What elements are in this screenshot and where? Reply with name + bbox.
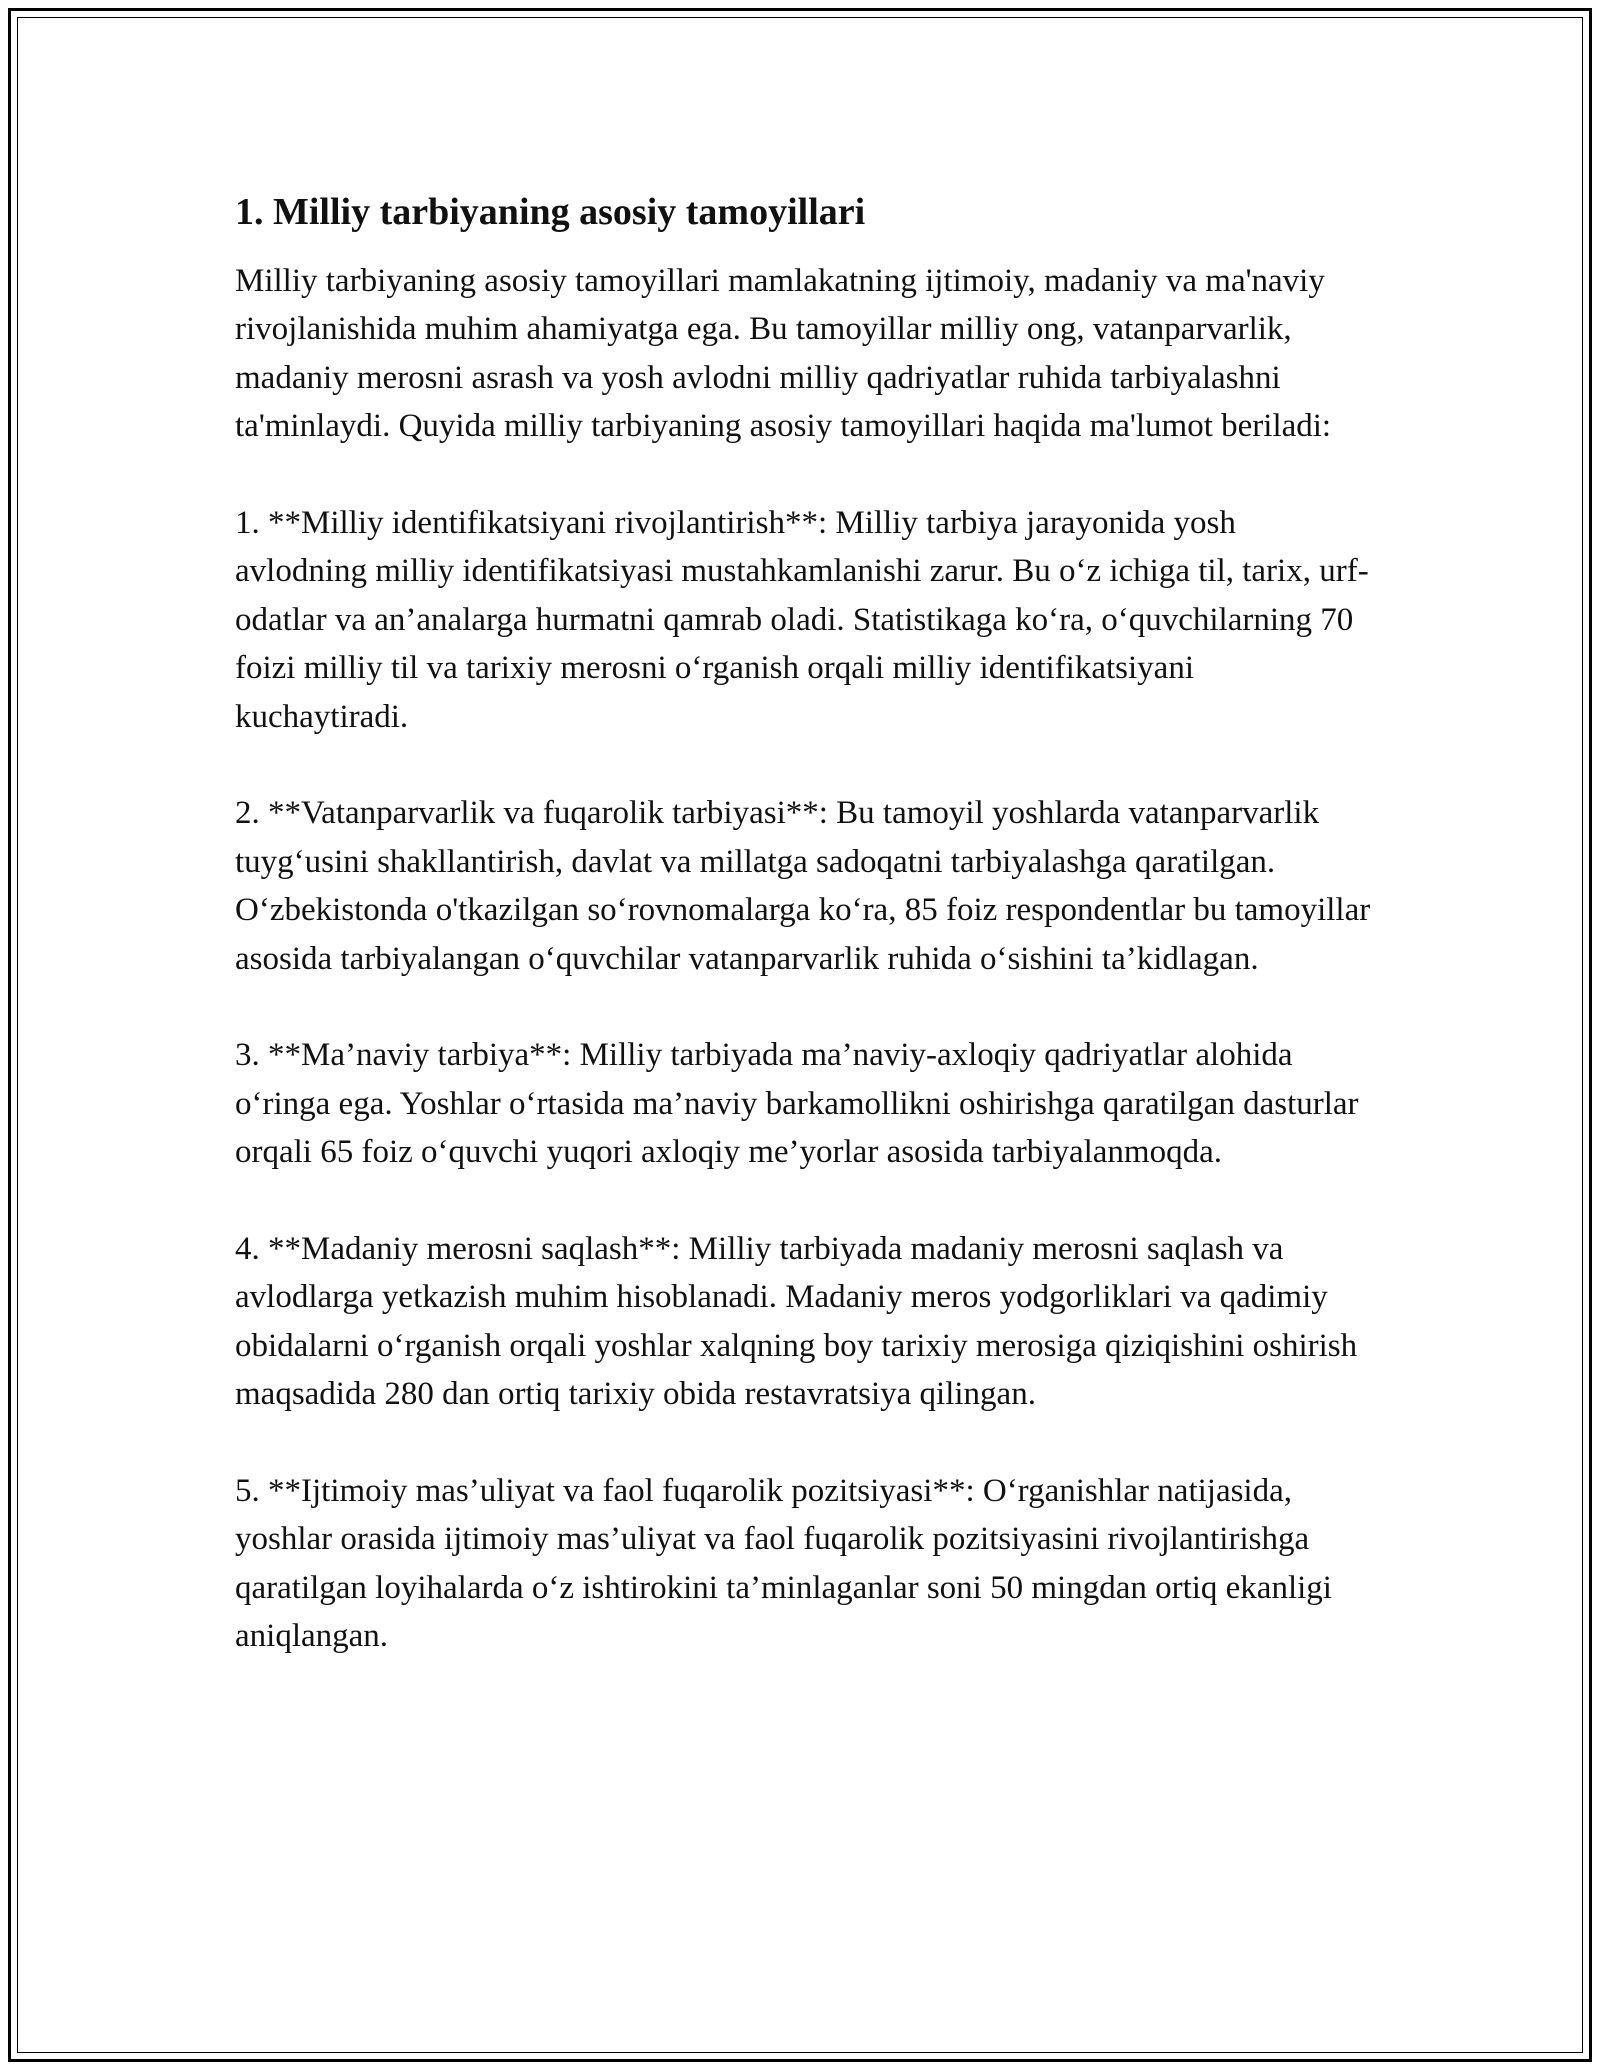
document-title: 1. Milliy tarbiyaning asosiy tamoyillari (235, 191, 866, 233)
paragraph-spacer (235, 983, 1375, 1031)
paragraph-spacer (235, 451, 1375, 499)
document-body (235, 188, 1375, 1661)
principle-5-paragraph: 5. **Ijtimoiy mas’uliyat va faol fuqarolik pozitsiyasi**: O‘rganishlar natijasida, yoshlar orasida ijtimoiy mas’uliyat va faol fuqarolik pozitsiyasini rivojlantirishga qaratilgan loyihalarda o‘z ishtirokini ta’minlaganlar soni 50 mingdan ortiq ekanligi aniqlangan. (235, 1473, 1332, 1655)
paragraph-spacer (235, 741, 1375, 789)
principle-3-paragraph: 3. **Ma’naviy tarbiya**: Milliy tarbiyada ma’naviy-axloqiy qadriyatlar alohida o‘ringa ega. Yoshlar o‘rtasida ma’naviy barkamollikni oshirishga qaratilgan dasturlar orqali 65 foiz o‘quvchi yuqori axloqiy me’yorlar asosida tarbiyalanmoqda. (235, 1037, 1359, 1171)
principle-4-paragraph: 4. **Madaniy merosni saqlash**: Milliy tarbiyada madaniy merosni saqlash va avlodlarga yetkazish muhim hisoblanadi. Madaniy meros yodgorliklari va qadimiy obidalarni o‘rganish orqali yoshlar xalqning boy tarixiy merosiga qiziqishini oshirish maqsadida 280 dan ortiq tarixiy obida restavratsiya qilingan. (235, 1231, 1358, 1413)
paragraph-spacer (235, 1419, 1375, 1467)
principle-2-paragraph: 2. **Vatanparvarlik va fuqarolik tarbiyasi**: Bu tamoyil yoshlarda vatanparvarlik tuyg‘usini shakllantirish, davlat va millatga sadoqatni tarbiyalashga qaratilgan. O‘zbekistonda o'tkazilgan so‘rovnomalarga ko‘ra, 85 foiz respondentlar bu tamoyillar asosida tarbiyalangan o‘quvchilar vatanparvarlik ruhida o‘sishini ta’kidlagan. (235, 795, 1371, 977)
intro-paragraph: Milliy tarbiyaning asosiy tamoyillari mamlakatning ijtimoiy, madaniy va ma'naviy rivojlanishida muhim ahamiyatga ega. Bu tamoyillar milliy ong, vatanparvarlik, madaniy merosni asrash va yosh avlodni milliy qadriyatlar ruhida tarbiyalashni ta'minlaydi. Quyida milliy tarbiyaning asosiy tamoyillari haqida ma'lumot beriladi: (235, 263, 1332, 445)
principle-1-paragraph: 1. **Milliy identifikatsiyani rivojlantirish**: Milliy tarbiya jarayonida yosh avlodning milliy identifikatsiyasi mustahkamlanishi zarur. Bu o‘z ichiga til, tarix, urf-odatlar va an’analarga hurmatni qamrab oladi. Statistikaga ko‘ra, o‘quvchilarning 70 foizi milliy til va tarixiy merosni o‘rganish orqali milliy identifikatsiyani kuchaytiradi. (235, 505, 1369, 735)
paragraph-spacer (235, 1177, 1375, 1225)
